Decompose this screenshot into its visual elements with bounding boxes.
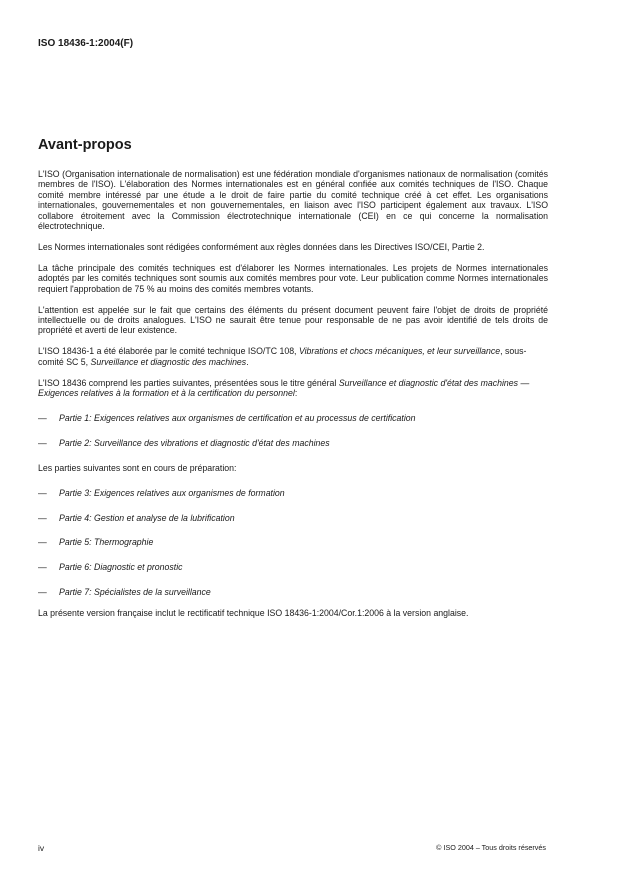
part-title: Partie 6: Diagnostic et pronostic (59, 562, 183, 573)
paragraph-committees: La tâche principale des comités techniques est d'élaborer les Normes internationales. Les projets de Normes internationales adoptés par les comités techniques sont soumis aux comités membres pour vote. Leur publication comme Normes internationales requiert l'approbation de 75 % au moins des comités membres votants. (38, 262, 548, 294)
page-number: iv (38, 843, 45, 853)
list-item (38, 488, 548, 498)
part-title: Partie 1: Exigences relatives aux organismes de certification et au processus de certification (59, 412, 416, 423)
paragraph-directives: Les Normes internationales sont rédigées conformément aux règles données dans les Directives ISO/CEI, Partie 2. (38, 241, 485, 252)
paragraph-corrigendum: La présente version française inclut le rectificatif technique ISO 18436-1:2004/Cor.1:2006 à la version anglaise. (38, 607, 469, 618)
dash-bullet: — (38, 437, 47, 448)
text-run: L'ISO 18436-1 a été élaborée par le comité technique ISO/TC 108, (38, 346, 299, 357)
text-run: : (294, 388, 298, 398)
dash-bullet: — (38, 537, 47, 548)
dash-bullet: — (38, 412, 47, 423)
paragraph-patent-rights: L'attention est appelée sur le fait que certains des éléments du présent document peuvent faire l'objet de droits de propriété intellectuelle ou de droits analogues. L'ISO ne saurait être tenue pour responsable de ne pas avoir identifié de tels droits de propriété et averti de leur existence. (38, 304, 548, 336)
part-title: Partie 2: Surveillance des vibrations et diagnostic d'état des machines (59, 437, 330, 448)
paragraph-parts-intro (38, 378, 548, 399)
list-item (38, 413, 548, 423)
list-item (38, 438, 548, 448)
dash-bullet: — (38, 562, 47, 573)
list-item (38, 587, 548, 597)
list-item (38, 513, 548, 523)
subcommittee-title: Surveillance et diagnostic des machines (90, 356, 247, 367)
part-title: Partie 5: Thermographie (59, 537, 154, 548)
text-run: , sous-comité SC 5, (38, 346, 527, 367)
list-item (38, 562, 548, 572)
text-run: . (246, 356, 249, 367)
paragraph-in-preparation: Les parties suivantes sont en cours de préparation: (38, 462, 237, 473)
section-title: Avant-propos (38, 137, 132, 153)
text-run: L'ISO 18436 comprend les parties suivantes, présentées sous le titre général (38, 377, 339, 388)
part-title: Partie 4: Gestion et analyse de la lubrification (59, 512, 235, 523)
part-title: Partie 3: Exigences relatives aux organismes de formation (59, 487, 285, 498)
copyright-notice: © ISO 2004 – Tous droits réservés (436, 843, 546, 852)
dash-bullet: — (38, 512, 47, 523)
dash-bullet: — (38, 487, 47, 498)
part-title: Partie 7: Spécialistes de la surveillance (59, 587, 211, 598)
dash-bullet: — (38, 587, 47, 598)
paragraph-iso-intro: L'ISO (Organisation internationale de normalisation) est une fédération mondiale d'organismes nationaux de normalisation (comités membres de l'ISO). L'élaboration des Normes internationales est en général confiée aux comités techniques de l'ISO. Chaque comité membre intéressé par une étude a le droit de faire partie du comité technique créé à cet effet. Les organisations internationales, gouvernementales et non gouvernementales, en liaison avec l'ISO participent également aux travaux. L'ISO collabore étroitement avec la Commission électrotechnique internationale (CEI) en ce qui concerne la normalisation électrotechnique. (38, 169, 548, 232)
general-title: Surveillance et diagnostic d'état des machines — Exigences relatives à la formation et à la certification du personnel (38, 377, 530, 398)
list-item (38, 537, 548, 547)
paragraph-prepared-by (38, 346, 548, 367)
committee-title: Vibrations et chocs mécaniques, et leur surveillance (298, 346, 501, 357)
document-id-header: ISO 18436-1:2004(F) (38, 38, 134, 49)
foreword-body (38, 169, 548, 629)
